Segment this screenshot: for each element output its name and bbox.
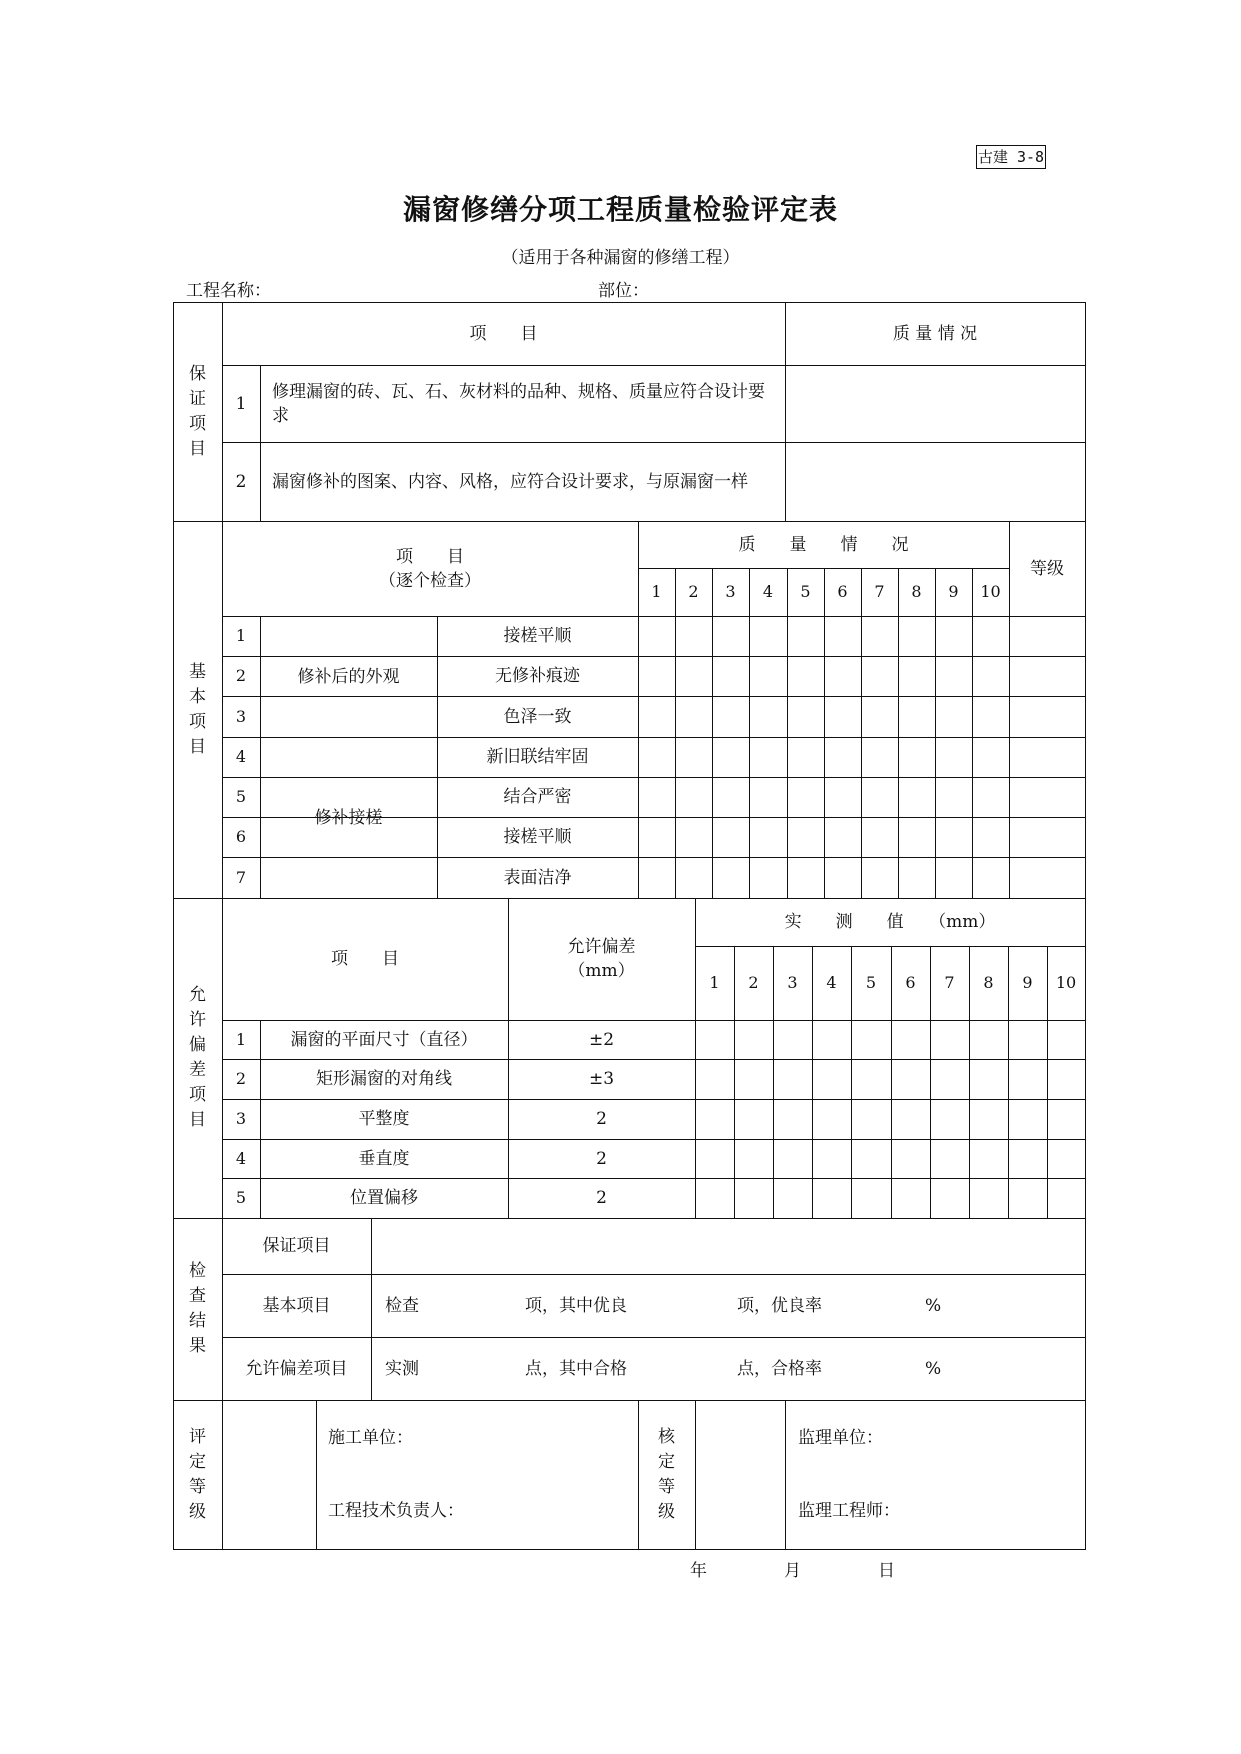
tolerance-header-allow-unit: （mm） [568, 961, 635, 981]
tolerance-column-number: 9 [1022, 973, 1033, 992]
tolerance-row-allow: 2 [596, 1188, 607, 1208]
tolerance-row-no: 3 [235, 1109, 247, 1128]
verify-label-cell [638, 1400, 695, 1549]
basic-header-quality: 质 量 情 况 [738, 534, 909, 555]
tolerance-row-text: 矩形漏窗的对角线 [316, 1069, 452, 1089]
basic-column-number: 5 [800, 582, 811, 601]
constructor-label: 施工单位： [328, 1427, 413, 1448]
basic-column-number: 7 [874, 582, 885, 601]
rule-line [371, 1218, 372, 1401]
tolerance-header-item: 项 目 [331, 949, 399, 969]
tolerance-row-text: 漏窗的平面尺寸（直径） [290, 1029, 478, 1050]
tolerance-row-no: 2 [235, 1069, 247, 1088]
rule-line [749, 568, 750, 899]
verify-label: 核定等级 [658, 1426, 675, 1522]
basic-group-name: 修补接槎 [314, 807, 383, 828]
guarantee-row-no: 1 [235, 393, 247, 414]
result-guarantee-label: 保证项目 [262, 1236, 331, 1256]
date-year: 年 [690, 1561, 707, 1581]
basic-row-text: 表面洁净 [503, 867, 572, 888]
basic-row-text: 色泽一致 [503, 706, 572, 727]
basic-row-no: 2 [235, 666, 247, 685]
rule-line [695, 1400, 696, 1550]
basic-column-number: 4 [762, 582, 774, 601]
tolerance-row-no: 4 [235, 1148, 247, 1168]
assessment-section-label: 评定等级 [189, 1426, 206, 1522]
basic-section-label-cell [173, 521, 222, 898]
result-basic-item: 项，其中优良 [525, 1295, 627, 1316]
tolerance-section-label-cell [173, 898, 222, 1218]
basic-row-no: 5 [235, 787, 247, 806]
basic-group-name: 修补后的外观 [297, 666, 400, 687]
basic-row-no: 1 [235, 626, 247, 645]
result-tolerance-label: 允许偏差项目 [245, 1358, 348, 1379]
result-tol-points: 点，其中合格 [525, 1358, 627, 1379]
tolerance-section-label: 允许偏差项目 [189, 985, 206, 1130]
guarantee-row-text: 漏窗修补的图案、内容、风格，应符合设计要求，与原漏窗一样 [272, 471, 748, 492]
tolerance-header-allow-wrap [508, 898, 695, 1020]
guarantee-row-no: 2 [235, 471, 247, 492]
rule-line [785, 1400, 786, 1550]
guarantee-header-quality: 质 量 情 况 [892, 323, 978, 344]
location-label: 部位： [598, 281, 649, 301]
tolerance-header-allow: 允许偏差 [567, 937, 636, 957]
rule-line [935, 568, 936, 899]
basic-row-text: 接槎平顺 [503, 626, 572, 646]
result-tol-percent: % [925, 1358, 942, 1379]
rule-line [712, 568, 713, 899]
basic-header-item: 项 目 [396, 546, 464, 567]
basic-header-grade: 等级 [1030, 558, 1064, 579]
tolerance-column-number: 8 [983, 973, 994, 992]
tolerance-column-number: 6 [905, 973, 916, 992]
rule-line [675, 568, 676, 899]
date-month: 月 [784, 1561, 801, 1581]
result-tol-rate: 点，合格率 [737, 1358, 822, 1379]
tolerance-column-number: 4 [826, 973, 837, 992]
basic-column-number: 1 [651, 582, 662, 601]
basic-column-number: 3 [725, 582, 736, 601]
basic-header-item-wrap [222, 521, 638, 616]
result-tol-measured: 实测 [385, 1358, 419, 1379]
tolerance-row-allow: ±2 [588, 1029, 615, 1050]
supervisor-engineer-label: 监理工程师： [798, 1500, 900, 1521]
basic-row-text: 接槎平顺 [503, 827, 572, 847]
guarantee-section-label: 保证项目 [189, 363, 206, 459]
tolerance-row-text: 垂直度 [358, 1148, 410, 1169]
supervisor-label: 监理单位： [798, 1427, 883, 1448]
inspection-form-table [173, 302, 1085, 1549]
rule-line [824, 568, 825, 899]
rule-line [861, 568, 862, 899]
form-code: 古建 3-8 [976, 145, 1046, 169]
tolerance-row-text: 平整度 [358, 1109, 410, 1129]
tolerance-row-text: 位置偏移 [350, 1188, 418, 1208]
tech-lead-label: 工程技术负责人： [328, 1500, 464, 1521]
project-name-label: 工程名称： [186, 281, 271, 301]
basic-column-number: 2 [688, 582, 699, 601]
tolerance-column-number: 7 [944, 973, 955, 992]
tolerance-row-allow: 2 [596, 1148, 607, 1169]
result-basic-rate: 项，优良率 [737, 1295, 822, 1316]
rule-line [316, 1400, 317, 1550]
result-section-label: 检查结果 [189, 1261, 206, 1356]
result-basic-check: 检查 [385, 1295, 419, 1316]
basic-row-no: 4 [235, 747, 247, 766]
rule-line [173, 1400, 1086, 1401]
guarantee-row-text: 修理漏窗的砖、瓦、石、灰材料的品种、规格、质量应符合设计要求 [272, 381, 765, 426]
page-title: 漏窗修缮分项工程质量检验评定表 [402, 193, 838, 226]
tolerance-row-no: 1 [235, 1029, 247, 1049]
basic-row-no: 6 [235, 827, 247, 846]
guarantee-row-quality [785, 442, 1085, 521]
basic-column-number: 6 [837, 582, 848, 601]
basic-column-number: 8 [911, 582, 922, 601]
tolerance-row-allow: ±3 [588, 1069, 615, 1089]
rule-line [972, 568, 973, 899]
guarantee-row-quality [785, 365, 1085, 442]
tolerance-column-number: 10 [1055, 973, 1077, 992]
basic-section-label: 基本项目 [189, 661, 206, 757]
result-basic-label: 基本项目 [262, 1295, 331, 1316]
tolerance-column-number: 3 [787, 973, 798, 992]
tolerance-column-number: 2 [748, 973, 759, 992]
tolerance-row-no: 5 [235, 1188, 247, 1207]
result-basic-percent: % [925, 1295, 942, 1316]
basic-column-number: 9 [948, 582, 959, 601]
rule-line [898, 568, 899, 899]
guarantee-section-label-cell [173, 302, 222, 521]
basic-row-text: 新旧联结牢固 [486, 747, 589, 767]
date-day: 日 [878, 1561, 895, 1581]
tolerance-column-number: 5 [865, 973, 877, 992]
basic-row-no: 7 [235, 867, 247, 887]
tolerance-column-number: 1 [709, 973, 720, 992]
assessment-section-label-cell [173, 1400, 222, 1549]
tolerance-row-allow: 2 [596, 1109, 607, 1129]
guarantee-header-item: 项 目 [469, 323, 538, 344]
basic-column-number: 10 [980, 582, 1001, 601]
rule-line [173, 1549, 1086, 1550]
basic-row-no: 3 [235, 706, 247, 726]
basic-row-text: 无修补痕迹 [495, 666, 580, 686]
result-section-label-cell [173, 1218, 222, 1400]
basic-row-text: 结合严密 [503, 787, 572, 807]
page-subtitle: （适用于各种漏窗的修缮工程） [501, 248, 740, 268]
rule-line [787, 568, 788, 899]
basic-header-item-sub: （逐个检查） [379, 570, 481, 591]
tolerance-header-measured: 实 测 值 （mm） [784, 912, 996, 932]
